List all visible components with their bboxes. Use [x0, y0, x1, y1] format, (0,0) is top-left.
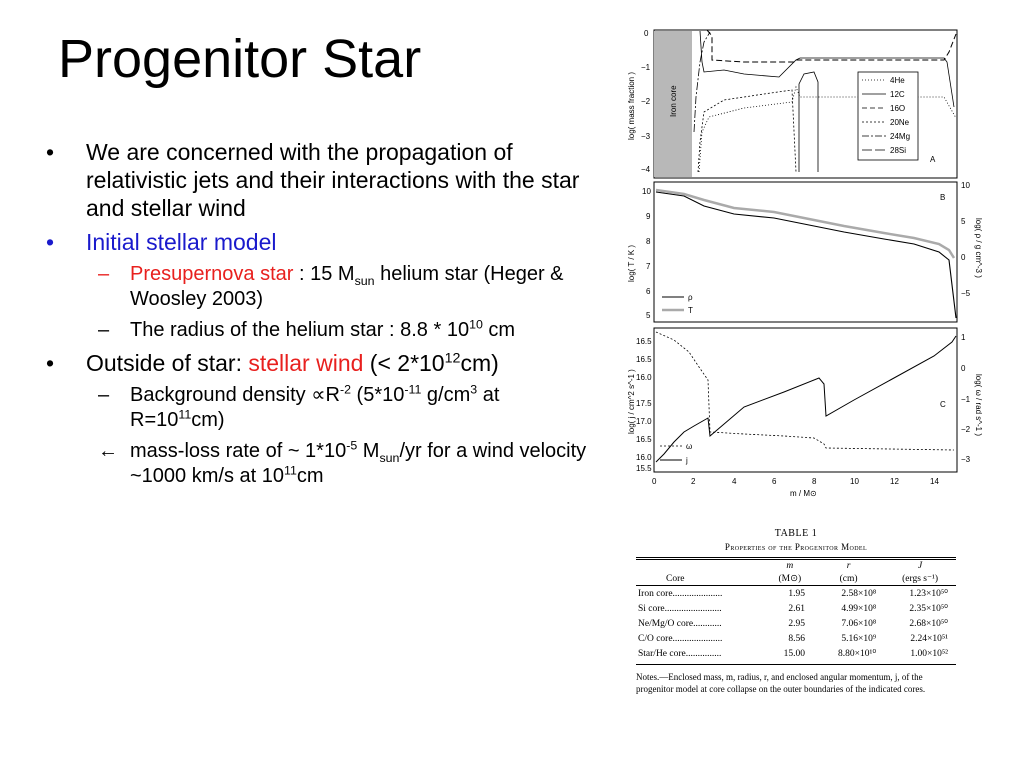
superscript: -2	[339, 382, 351, 397]
progenitor-properties-table	[636, 528, 956, 695]
x-tick: 14	[930, 477, 939, 486]
col-header: Core	[666, 573, 685, 584]
bullet-marker: •	[46, 229, 55, 255]
table-cell: 1.23×10⁵⁰	[909, 588, 948, 599]
panel-b-ylabel-right: log( ρ / g cm^-3 )	[974, 218, 983, 278]
legend-entry: 28Si	[890, 146, 907, 155]
legend-entry: ω	[686, 442, 693, 451]
panel-c-y2tick: −3	[961, 455, 971, 464]
panel-c-ytick: 17.0	[636, 417, 652, 426]
col-header: (ergs s⁻¹)	[902, 574, 939, 584]
bullet-text: (< 2*10	[363, 350, 445, 376]
table-cell: 2.61	[788, 603, 806, 614]
bullet-text: M	[357, 440, 380, 462]
table-cell: 8.56	[788, 633, 806, 644]
bullet-text: Outside of star:	[86, 350, 249, 376]
panel-b-frame	[654, 182, 957, 322]
x-tick: 0	[652, 477, 657, 486]
x-axis-label: m / M⊙	[790, 489, 817, 498]
panel-a-ytick: 0	[644, 29, 649, 38]
superscript: 10	[469, 317, 483, 332]
panel-c-ytick: 16.0	[636, 373, 652, 382]
x-tick: 12	[890, 477, 899, 486]
table-row	[636, 601, 956, 616]
panel-c	[627, 328, 983, 473]
table-row	[636, 586, 956, 602]
panel-c-label: C	[940, 400, 946, 409]
bullet-marker: –	[98, 319, 110, 341]
table-header-row	[636, 572, 956, 586]
panel-b	[627, 181, 983, 322]
table-cell: 2.95	[788, 618, 806, 629]
table-cell: Star/He core...............	[638, 648, 722, 659]
table-subtitle: Properties of the Progenitor Model	[724, 542, 868, 552]
col-header: r	[846, 561, 851, 571]
bullet-marker: •	[46, 139, 55, 165]
bullet-text: cm)	[191, 409, 225, 431]
panel-a-label: A	[930, 155, 936, 164]
panel-c-ylabel: log( j / cm^2 s^-1 )	[627, 369, 636, 434]
panel-b-y2tick: 5	[961, 217, 966, 226]
table-cell: C/O core.....................	[638, 633, 723, 644]
sub-bullet-item	[46, 318, 594, 343]
bullet-text: cm	[296, 465, 324, 487]
bullet-text: (5*10	[350, 384, 405, 406]
legend-entry: 20Ne	[890, 118, 910, 127]
panel-c-ytick: 16.5	[636, 337, 652, 346]
x-tick: 10	[850, 477, 859, 486]
bullet-text: Background density ∝R	[130, 384, 340, 406]
iron-core-label: Iron core	[669, 85, 678, 117]
panel-c-y2tick: −2	[961, 425, 971, 434]
panel-a-ylabel: log( mass fraction )	[627, 71, 636, 140]
col-header	[636, 560, 767, 572]
sub-bullet-item	[46, 383, 594, 433]
col-header: J	[917, 561, 923, 571]
table-cell: 2.58×10⁸	[841, 588, 877, 599]
data-table	[636, 560, 956, 661]
panel-b-ylabel: log( T / K )	[627, 244, 636, 282]
superscript: 12	[444, 350, 461, 367]
sub-bullet-item	[46, 439, 594, 489]
bullet-item	[46, 349, 594, 377]
table-cell: Si core........................	[638, 603, 722, 614]
bullet-text: : 15 M	[293, 263, 355, 285]
panel-c-y2tick: 0	[961, 364, 966, 373]
panel-c-frame	[654, 328, 957, 472]
legend-entry: j	[686, 456, 688, 465]
x-tick: 4	[732, 477, 737, 486]
legend-entry: 12C	[890, 90, 905, 99]
figure-svg	[604, 22, 984, 502]
highlight-text: stellar wind	[248, 350, 364, 376]
bullet-text: helium star (Heger & Woosley 2003)	[130, 263, 564, 310]
bullet-marker: •	[46, 350, 55, 376]
x-axis	[652, 477, 939, 498]
bullet-text: We are concerned with the propagation of relativistic jets and their interactions with the star and stellar wind	[86, 139, 580, 221]
legend-entry: ρ	[688, 293, 693, 302]
table-cell: 8.80×10¹⁰	[838, 648, 877, 659]
panel-c-ytick: 16.0	[636, 453, 652, 462]
panel-b-label: B	[940, 193, 946, 202]
arrow-marker: ←	[98, 440, 118, 462]
table-notes: Notes.—Enclosed mass, m, radius, r, and enclosed angular momentum, j, of the progenitor model at core collapse on the outer boundaries of the indicated cores.	[636, 672, 926, 694]
panel-c-y2tick: −1	[961, 395, 971, 404]
table-title: TABLE 1	[774, 528, 818, 539]
panel-a-ytick: −4	[641, 165, 651, 174]
panel-c-ylabel-right: log( ω / rad s^-1 )	[974, 374, 983, 437]
panel-a-ytick: −2	[641, 97, 651, 106]
panel-c-ytick: 17.5	[636, 399, 652, 408]
bullet-marker: –	[98, 384, 110, 406]
superscript: 3	[470, 382, 478, 397]
bullet-item	[46, 228, 594, 256]
panel-a-ytick: −1	[641, 63, 651, 72]
x-tick: 8	[812, 477, 817, 486]
legend-entry: 4He	[890, 76, 905, 85]
subscript: sun	[379, 451, 400, 465]
bullet-text: cm)	[460, 350, 499, 376]
superscript: 11	[178, 407, 192, 422]
panel-b-y2tick: −5	[961, 289, 971, 298]
table-cell: 15.00	[783, 648, 806, 659]
panel-b-ytick: 10	[642, 187, 651, 196]
table-cell: Iron core.....................	[638, 588, 723, 599]
bullet-text: g/cm	[421, 384, 471, 406]
table-cell: Ne/Mg/O core............	[638, 618, 722, 629]
panel-b-ytick: 8	[646, 237, 651, 246]
panel-b-ytick: 7	[646, 262, 651, 271]
bullet-list	[46, 138, 594, 495]
panel-c-ytick: 16.5	[636, 355, 652, 364]
highlight-text: Presupernova star	[130, 263, 294, 285]
legend-entry: 24Mg	[890, 132, 911, 141]
superscript: 11	[283, 463, 297, 478]
panel-b-ytick: 6	[646, 287, 651, 296]
table-cell: 5.16×10⁹	[841, 633, 877, 644]
table-row	[636, 646, 956, 661]
table-cell: 1.00×10⁵²	[910, 648, 948, 659]
bullet-marker: –	[98, 263, 110, 285]
bullet-text: mass-loss rate of ~ 1*10	[130, 440, 347, 462]
bullet-text: Initial stellar model	[86, 229, 277, 255]
panel-a-ytick: −3	[641, 132, 651, 141]
table-cell: 2.35×10⁵⁰	[909, 603, 948, 614]
table-row	[636, 631, 956, 646]
panel-b-ytick: 5	[646, 311, 651, 320]
bullet-text: cm	[482, 319, 516, 341]
panel-a	[627, 29, 957, 178]
panel-b-y2tick: 0	[961, 253, 966, 262]
table-cell: 1.95	[788, 588, 806, 599]
superscript: -5	[346, 438, 358, 453]
col-header: (M⊙)	[778, 574, 802, 584]
legend-entry: T	[688, 306, 693, 315]
bullet-text: The radius of the helium star : 8.8 * 10	[130, 319, 470, 341]
legend-entry: 16O	[890, 104, 906, 113]
table-cell: 2.24×10⁵¹	[910, 633, 948, 644]
bullet-text: at R=10	[130, 384, 500, 431]
panel-b-ytick: 9	[646, 212, 651, 221]
panel-c-ytick: 15.5	[636, 464, 652, 473]
progenitor-profile-figure	[604, 22, 984, 502]
x-tick: 2	[691, 477, 696, 486]
table-row	[636, 616, 956, 631]
panel-c-y2tick: 1	[961, 333, 966, 342]
panel-c-ytick: 16.5	[636, 435, 652, 444]
table-cell: 7.06×10⁸	[841, 618, 877, 629]
subscript: sun	[354, 274, 375, 288]
table-cell: 2.68×10⁵⁰	[909, 618, 948, 629]
superscript: -11	[404, 382, 422, 397]
table-header-row	[636, 560, 956, 572]
panel-a-legend	[858, 72, 918, 160]
bullet-text: /yr for a wind velocity ~1000 km/s at 10	[130, 440, 587, 487]
col-header: (cm)	[839, 573, 858, 584]
panel-b-y2tick: 10	[961, 181, 970, 190]
table-cell: 4.99×10⁸	[841, 603, 877, 614]
col-header: m	[786, 561, 794, 571]
slide-title: Progenitor Star	[58, 29, 422, 89]
x-tick: 6	[772, 477, 777, 486]
sub-bullet-item	[46, 262, 594, 312]
bullet-item	[46, 138, 594, 222]
